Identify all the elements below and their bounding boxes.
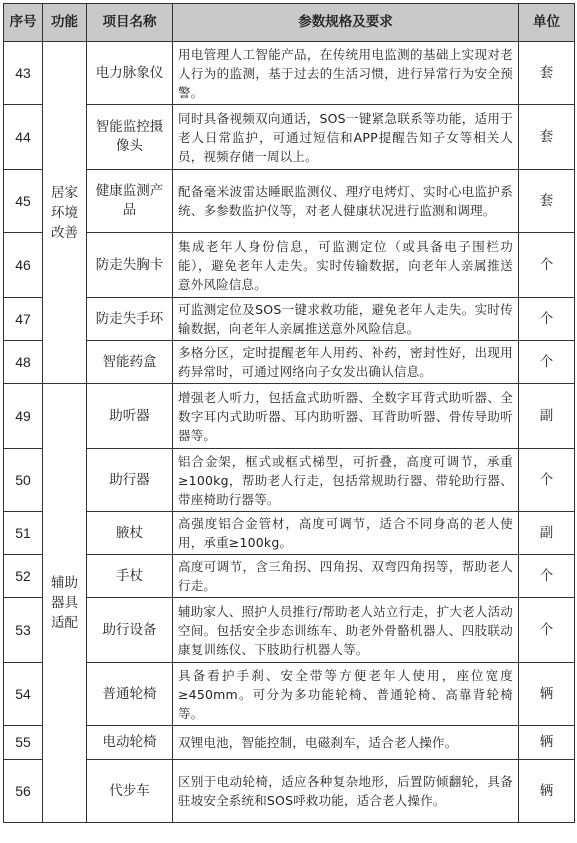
table-row — [4, 105, 575, 170]
spec-table — [3, 3, 575, 823]
row-unit: 辆 — [519, 760, 575, 823]
row-unit: 套 — [519, 105, 575, 170]
row-unit: 个 — [519, 298, 575, 341]
row-name: 普通轮椅 — [87, 663, 173, 726]
row-spec: 区别于电动轮椅，适应各种复杂地形，后置防倾翻轮，具备驻坡安全系统和SOS呼救功能，适合老人操作。 — [173, 760, 519, 823]
row-name: 电动轮椅 — [87, 726, 173, 760]
row-unit: 个 — [519, 341, 575, 384]
table-row — [4, 726, 575, 760]
row-unit: 套 — [519, 170, 575, 233]
row-spec: 铝合金架，框式或框式梯型，可折叠，高度可调节，承重≥100kg，帮助老人行走，包括常规助行器、带轮助行器、带座椅助行器等。 — [173, 449, 519, 512]
row-spec: 增强老人听力，包括盒式助听器、全数字耳背式助听器、全数字耳内式助听器、耳内助听器、耳背助听器、骨传导助听器等。 — [173, 384, 519, 449]
row-spec: 双锂电池，智能控制，电磁刹车，适合老人操作。 — [173, 726, 519, 760]
row-spec: 高度可调节，含三角拐、四角拐、双弯四角拐等，帮助老人行走。 — [173, 555, 519, 598]
row-spec: 同时具备视频双向通话，SOS一键紧急联系等功能，适用于老人日常监护，可通过短信和APP提醒告知子女等相关人员，视频存储一周以上。 — [173, 105, 519, 170]
row-unit: 辆 — [519, 663, 575, 726]
row-spec: 多格分区，定时提醒老年人用药、补药，密封性好，出现用药异常时，可通过网络向子女发出确认信息。 — [173, 341, 519, 384]
row-no: 52 — [4, 555, 43, 598]
row-spec: 可监测定位及SOS一键求救功能，避免老年人走失。实时传输数据，向老年人亲属推送意外风险信息。 — [173, 298, 519, 341]
row-name: 代步车 — [87, 760, 173, 823]
row-no: 55 — [4, 726, 43, 760]
row-spec: 配备毫米波雷达睡眠监测仪、理疗电烤灯、实时心电监护系统、多参数监护仪等，对老人健康状况进行监测和调理。 — [173, 170, 519, 233]
header-name: 项目名称 — [87, 4, 173, 42]
row-name: 助行器 — [87, 449, 173, 512]
row-no: 54 — [4, 663, 43, 726]
table-row — [4, 555, 575, 598]
spec-table-container — [3, 3, 575, 823]
row-unit: 个 — [519, 449, 575, 512]
row-name: 助听器 — [87, 384, 173, 449]
table-row — [4, 663, 575, 726]
row-no: 56 — [4, 760, 43, 823]
row-spec: 集成老年人身份信息，可监测定位（或具备电子围栏功能），避免老年人走失。实时传输数据，向老年人亲属推送意外风险信息。 — [173, 233, 519, 298]
table-row — [4, 760, 575, 823]
row-unit: 副 — [519, 512, 575, 555]
row-no: 45 — [4, 170, 43, 233]
row-no: 43 — [4, 42, 43, 105]
row-name: 腋杖 — [87, 512, 173, 555]
row-no: 49 — [4, 384, 43, 449]
category-home: 居家环境改善 — [43, 42, 87, 384]
row-name: 防走失手环 — [87, 298, 173, 341]
row-unit: 辆 — [519, 726, 575, 760]
row-no: 51 — [4, 512, 43, 555]
table-row — [4, 42, 575, 105]
row-name: 健康监测产品 — [87, 170, 173, 233]
table-row — [4, 298, 575, 341]
table-row — [4, 598, 575, 663]
row-name: 智能药盒 — [87, 341, 173, 384]
row-unit: 副 — [519, 384, 575, 449]
row-name: 助行设备 — [87, 598, 173, 663]
header-spec: 参数规格及要求 — [173, 4, 519, 42]
table-row — [4, 384, 575, 449]
row-unit: 个 — [519, 598, 575, 663]
category-aid: 辅助器具适配 — [43, 384, 87, 823]
row-unit: 套 — [519, 42, 575, 105]
header-unit: 单位 — [519, 4, 575, 42]
row-spec: 辅助家人、照护人员推行/帮助老人站立行走，扩大老人活动空间。包括安全步态训练车、助老外骨骼机器人、四肢联动康复训练仪、下肢助行机器人等。 — [173, 598, 519, 663]
table-row — [4, 449, 575, 512]
row-name: 智能监控摄像头 — [87, 105, 173, 170]
row-spec: 具备看护手刹、安全带等方便老年人使用，座位宽度≥450mm。可分为多功能轮椅、普通轮椅、高靠背轮椅等。 — [173, 663, 519, 726]
header-no: 序号 — [4, 4, 43, 42]
row-no: 48 — [4, 341, 43, 384]
row-spec: 高强度铝合金管材，高度可调节，适合不同身高的老人使用，承重≥100kg。 — [173, 512, 519, 555]
row-no: 53 — [4, 598, 43, 663]
row-no: 47 — [4, 298, 43, 341]
row-name: 手杖 — [87, 555, 173, 598]
table-row — [4, 512, 575, 555]
row-no: 46 — [4, 233, 43, 298]
row-unit: 个 — [519, 555, 575, 598]
table-row — [4, 341, 575, 384]
row-spec: 用电管理人工智能产品，在传统用电监测的基础上实现对老人行为的监测，基于过去的生活习惯，进行异常行为安全预警。 — [173, 42, 519, 105]
row-no: 50 — [4, 449, 43, 512]
table-row — [4, 170, 575, 233]
table-row — [4, 233, 575, 298]
row-unit: 个 — [519, 233, 575, 298]
row-no: 44 — [4, 105, 43, 170]
row-name: 电力脉象仪 — [87, 42, 173, 105]
row-name: 防走失胸卡 — [87, 233, 173, 298]
header-function: 功能 — [43, 4, 87, 42]
header-row — [4, 4, 575, 42]
